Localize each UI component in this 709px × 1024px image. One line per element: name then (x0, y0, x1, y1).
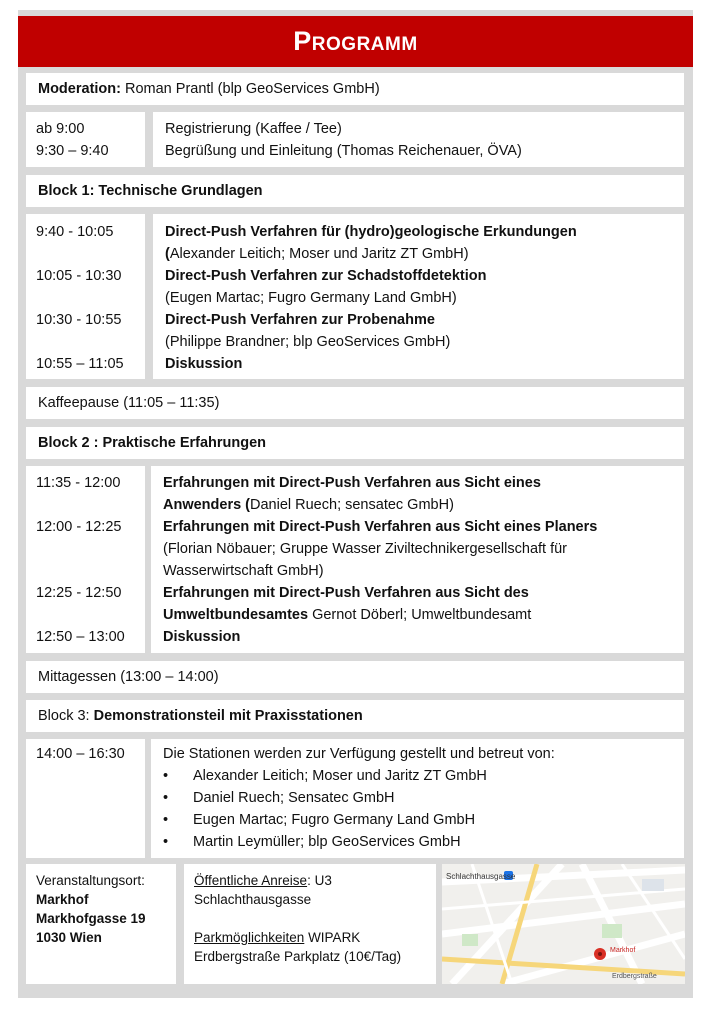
block2-times (26, 466, 145, 653)
talk-speaker: Daniel Ruech; sensatec GmbH) (250, 497, 454, 513)
discussion-label: Diskussion (163, 629, 241, 645)
talk-title: Umweltbundesamtes (163, 607, 309, 623)
talk-speaker: Alexander Leitich; Moser und Jaritz ZT GmbH) (169, 246, 469, 262)
moderation-label: Moderation: (38, 81, 121, 97)
block2-items (151, 466, 684, 653)
venue-city: 1030 Wien (36, 930, 102, 945)
time-label: 11:35 - 12:00 (36, 475, 121, 491)
block-title-text: Demonstrationsteil mit Praxisstationen (93, 708, 363, 724)
moderation-row (26, 73, 684, 105)
parking-label: Parkmöglichkeiten (194, 930, 305, 945)
talk-speaker-open: ( (165, 246, 170, 262)
location-map[interactable] (442, 864, 685, 984)
venue-box (26, 864, 176, 984)
time-label: 12:25 - 12:50 (36, 585, 122, 601)
block-title-text: Block 2 : Praktische Erfahrungen (38, 435, 267, 451)
block1-title (26, 175, 684, 207)
time-label: 10:30 - 10:55 (36, 312, 122, 328)
talk-title: Erfahrungen mit Direct-Push Verfahren aus Sicht eines Planers (163, 519, 598, 535)
block1-times (26, 214, 145, 379)
block-title-text: Block 1: Technische Grundlagen (38, 183, 263, 199)
venue-street: Markhofgasse 19 (36, 911, 146, 926)
block3-time (26, 739, 145, 858)
public-transport-label: Öffentliche Anreise (194, 873, 308, 888)
time-label: 9:40 - 10:05 (36, 224, 114, 240)
talk-title: Anwenders ( (163, 497, 251, 513)
coffee-break-row (26, 387, 684, 419)
talk-title: Erfahrungen mit Direct-Push Verfahren aus Sicht des (163, 585, 529, 601)
agenda-item: Registrierung (Kaffee / Tee) (165, 121, 342, 137)
time-label: 10:05 - 10:30 (36, 268, 122, 284)
talk-title: Direct-Push Verfahren für (hydro)geologische Erkundungen (165, 224, 577, 240)
block-title-prefix: Block 3: (38, 708, 94, 724)
parking-value: WIPARK (304, 930, 361, 945)
agenda-item: Begrüßung und Einleitung (Thomas Reichenauer, ÖVA) (165, 143, 522, 159)
time-label: 14:00 – 16:30 (36, 746, 125, 762)
public-transport-stop: Schlachthausgasse (194, 892, 312, 907)
map-label: Markhof (610, 947, 636, 954)
block3-title (26, 700, 684, 732)
time-label: 9:30 – 9:40 (36, 143, 109, 159)
stations-intro: Die Stationen werden zur Verfügung gestellt und betreut von: (163, 746, 555, 762)
talk-speaker: Wasserwirtschaft GmbH) (163, 563, 324, 579)
time-label: 12:50 – 13:00 (36, 629, 125, 645)
moderation-value: Roman Prantl (blp GeoServices GmbH) (125, 81, 380, 97)
block2-title (26, 427, 684, 459)
time-label: 12:00 - 12:25 (36, 519, 122, 535)
map-graphic (442, 864, 685, 984)
time-label: ab 9:00 (36, 121, 85, 137)
break-text: Mittagessen (13:00 – 14:00) (38, 669, 219, 685)
talk-title: Direct-Push Verfahren zur Probenahme (165, 312, 435, 328)
talk-speaker: (Philippe Brandner; blp GeoServices GmbH) (165, 334, 451, 350)
map-label: Erdbergstraße (612, 973, 657, 980)
intro-items (153, 112, 684, 167)
talk-title: Erfahrungen mit Direct-Push Verfahren aus Sicht eines (163, 475, 541, 491)
station-item: • Alexander Leitich; Moser und Jaritz ZT GmbH (163, 765, 672, 787)
venue-name: Markhof (36, 892, 89, 907)
public-transport-value: : U3 (307, 873, 332, 888)
intro-times (26, 112, 145, 167)
map-label: Schlachthausgasse (446, 872, 516, 881)
talk-speaker: (Florian Nöbauer; Gruppe Wasser Ziviltechnikergesellschaft für (163, 541, 568, 557)
station-item: • Eugen Martac; Fugro Germany Land GmbH (163, 809, 672, 831)
talk-title: Direct-Push Verfahren zur Schadstoffdetektion (165, 268, 487, 284)
talk-speaker: (Eugen Martac; Fugro Germany Land GmbH) (165, 290, 457, 306)
discussion-label: Diskussion (165, 356, 243, 372)
venue-label: Veranstaltungsort: (36, 873, 145, 888)
talk-speaker: Gernot Döberl; Umweltbundesamt (308, 607, 532, 623)
lunch-break-row (26, 661, 684, 693)
break-text: Kaffeepause (11:05 – 11:35) (38, 395, 220, 411)
parking-location: Erdbergstraße Parkplatz (10€/Tag) (194, 949, 402, 964)
page-title: Programm (18, 16, 693, 67)
time-label: 10:55 – 11:05 (36, 356, 124, 372)
block3-items (151, 739, 684, 858)
station-item: • Martin Leymüller; blp GeoServices GmbH (163, 831, 672, 853)
block1-items (153, 214, 684, 379)
station-item: • Daniel Ruech; Sensatec GmbH (163, 787, 672, 809)
transport-box (184, 864, 436, 984)
